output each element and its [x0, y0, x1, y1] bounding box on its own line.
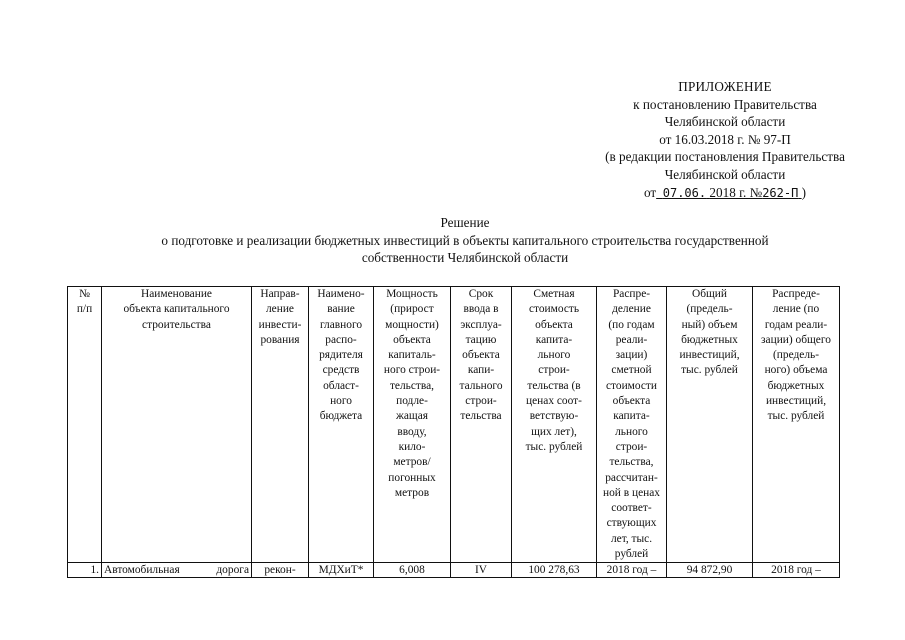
header-line: строи-: [465, 395, 497, 408]
header-line: лет, тыс.: [610, 532, 653, 545]
investment-table: [67, 286, 840, 578]
header-line: ного строи-: [383, 364, 441, 377]
header-line: главного: [319, 318, 363, 331]
header-line: рядителя: [319, 349, 363, 362]
header-line: тельства: [460, 410, 502, 423]
amendment-prefix: от: [643, 184, 657, 200]
header-cell-cost-distribution: [597, 287, 667, 563]
header-cell-investment-distribution: [753, 287, 840, 563]
header-line-resolution: к постановлению Правительства: [633, 96, 817, 112]
header-line: стоимость: [528, 303, 580, 316]
header-line: ветствую-: [529, 410, 579, 423]
header-line: реали-: [615, 333, 648, 346]
header-line: (предель-: [686, 303, 733, 316]
header-line: капита-: [613, 410, 650, 423]
header-cell-number: [68, 287, 102, 563]
header-line: мощности): [385, 318, 439, 331]
title-subject-cont: собственности Челябинской области: [361, 250, 569, 265]
header-line: (предель-: [772, 349, 819, 362]
object-name-part-1: Автомобильная: [104, 563, 180, 576]
header-line-date: от 16.03.2018 г. № 97-П: [659, 131, 791, 147]
header-line: бюджетных: [681, 333, 738, 346]
header-line: инвестиций,: [765, 395, 827, 408]
table-header-row: [68, 287, 840, 563]
header-cell-main-manager: [309, 287, 374, 563]
header-line: ный) объем: [681, 318, 738, 331]
header-cell-commissioning-term: [451, 287, 512, 563]
header-line: капи-: [467, 364, 495, 377]
header-cell-direction: [252, 287, 309, 563]
cell-object-name: [102, 563, 252, 578]
header-line: Общий: [692, 288, 727, 300]
document-header: [560, 78, 890, 202]
header-line: метров/: [393, 456, 431, 469]
header-line: сметной: [611, 364, 652, 377]
header-line: тельства (в: [527, 379, 581, 392]
header-line: капиталь-: [388, 349, 436, 362]
cell-cost-distribution: 2018 год –: [597, 563, 667, 578]
table-row: [68, 563, 840, 578]
cell-estimated-cost: 100 278,63: [512, 563, 597, 578]
header-line: деление: [612, 303, 651, 316]
header-line: строи-: [538, 364, 570, 377]
header-line: погонных: [388, 471, 436, 484]
header-line: рублей: [614, 548, 649, 561]
header-line: рассчитан-: [605, 471, 658, 484]
header-line: средств: [322, 364, 360, 377]
header-line: (по годам: [608, 318, 655, 331]
header-line: Мощность: [386, 288, 438, 300]
header-line: рования: [260, 333, 300, 346]
header-line: щих лет),: [531, 425, 577, 438]
header-line: жащая: [396, 410, 428, 423]
header-line: подле-: [396, 395, 428, 408]
header-line: льного: [615, 425, 648, 438]
header-line: эксплуа-: [460, 318, 502, 331]
amendment-number-handwritten: 262-П: [762, 185, 799, 200]
header-line: зации): [615, 349, 648, 362]
header-line-edition: (в редакции постановления Правительства: [605, 149, 845, 165]
header-line: капита-: [535, 333, 573, 346]
header-line-amendment: [560, 184, 890, 203]
cell-capacity: 6,008: [374, 563, 451, 578]
cell-investment-distribution: 2018 год –: [753, 563, 840, 578]
header-line: ного: [330, 395, 352, 408]
header-line: вание: [327, 303, 355, 316]
header-line: объекта: [612, 395, 651, 408]
header-line: объекта капитального: [123, 303, 230, 316]
header-line: Распре-: [612, 288, 651, 300]
header-line: строительства: [142, 318, 211, 331]
header-line: тыс. рублей: [681, 364, 738, 377]
header-line: Срок: [468, 288, 494, 300]
header-line: Наименование: [141, 288, 212, 300]
header-line: кило-: [398, 440, 426, 453]
header-line: ление: [266, 303, 294, 316]
header-cell-total-investment: [667, 287, 753, 563]
header-line: (прирост: [390, 303, 434, 316]
header-cell-estimated-cost: [512, 287, 597, 563]
cell-commissioning-term: IV: [451, 563, 512, 578]
header-line: вводу,: [397, 425, 427, 438]
object-name-part-2: дорога: [216, 563, 249, 576]
header-line: №: [79, 288, 90, 300]
header-line: инвестиций,: [679, 349, 740, 362]
header-line: объекта: [462, 349, 500, 362]
header-line: Распреде-: [772, 288, 820, 300]
header-line: бюджетных: [767, 379, 825, 392]
amendment-date-handwritten: 07.06.: [662, 185, 707, 200]
header-line: Направ-: [260, 288, 300, 300]
header-line: объекта: [393, 333, 431, 346]
header-line: ление (по: [772, 303, 820, 316]
header-line-region: Челябинской области: [664, 114, 786, 130]
header-line-region-2: Челябинской области: [664, 166, 786, 182]
header-line: Наимено-: [317, 288, 365, 300]
header-line: ствующих: [606, 517, 657, 530]
amendment-suffix: ): [801, 184, 807, 200]
header-line: стоимости: [606, 379, 657, 392]
cell-main-manager: МДХиТ*: [309, 563, 374, 578]
header-line: тального: [459, 379, 503, 392]
header-line: бюджета: [319, 410, 363, 423]
header-line: тацию: [465, 333, 497, 346]
header-line: област-: [323, 379, 359, 392]
header-line: ввода в: [463, 303, 499, 316]
header-line: льного: [537, 349, 571, 362]
header-line: инвести-: [258, 318, 302, 331]
title-decision: Решение: [440, 215, 490, 230]
header-line: Сметная: [533, 288, 575, 300]
cell-direction: рекон-: [252, 563, 309, 578]
cell-total-investment: 94 872,90: [667, 563, 753, 578]
header-line: соответ-: [611, 502, 652, 515]
header-line: п/п: [76, 303, 93, 316]
appendix-title: ПРИЛОЖЕНИЕ: [678, 79, 772, 94]
document-title: [40, 214, 890, 267]
header-cell-object-name: [102, 287, 252, 563]
header-line: объекта: [535, 318, 573, 331]
header-line: тельства,: [389, 379, 435, 392]
header-line: распо-: [325, 333, 357, 346]
header-line: ной в ценах: [603, 486, 660, 499]
cell-number: 1.: [68, 563, 102, 578]
title-subject: о подготовке и реализации бюджетных инвестиций в объекты капитального строительства государственной: [161, 232, 769, 248]
header-cell-capacity: [374, 287, 451, 563]
header-line: тельства,: [609, 456, 654, 469]
header-line: строи-: [615, 440, 648, 453]
header-line: метров: [394, 486, 430, 499]
header-line: ного) объема: [764, 364, 828, 377]
header-line: ценах соот-: [526, 395, 582, 408]
header-line: годам реали-: [764, 318, 828, 331]
amendment-year: 2018 г. №: [709, 184, 763, 200]
header-line: зации) общего: [761, 333, 831, 346]
header-line: тыс. рублей: [525, 440, 583, 453]
header-line: тыс. рублей: [767, 410, 825, 423]
